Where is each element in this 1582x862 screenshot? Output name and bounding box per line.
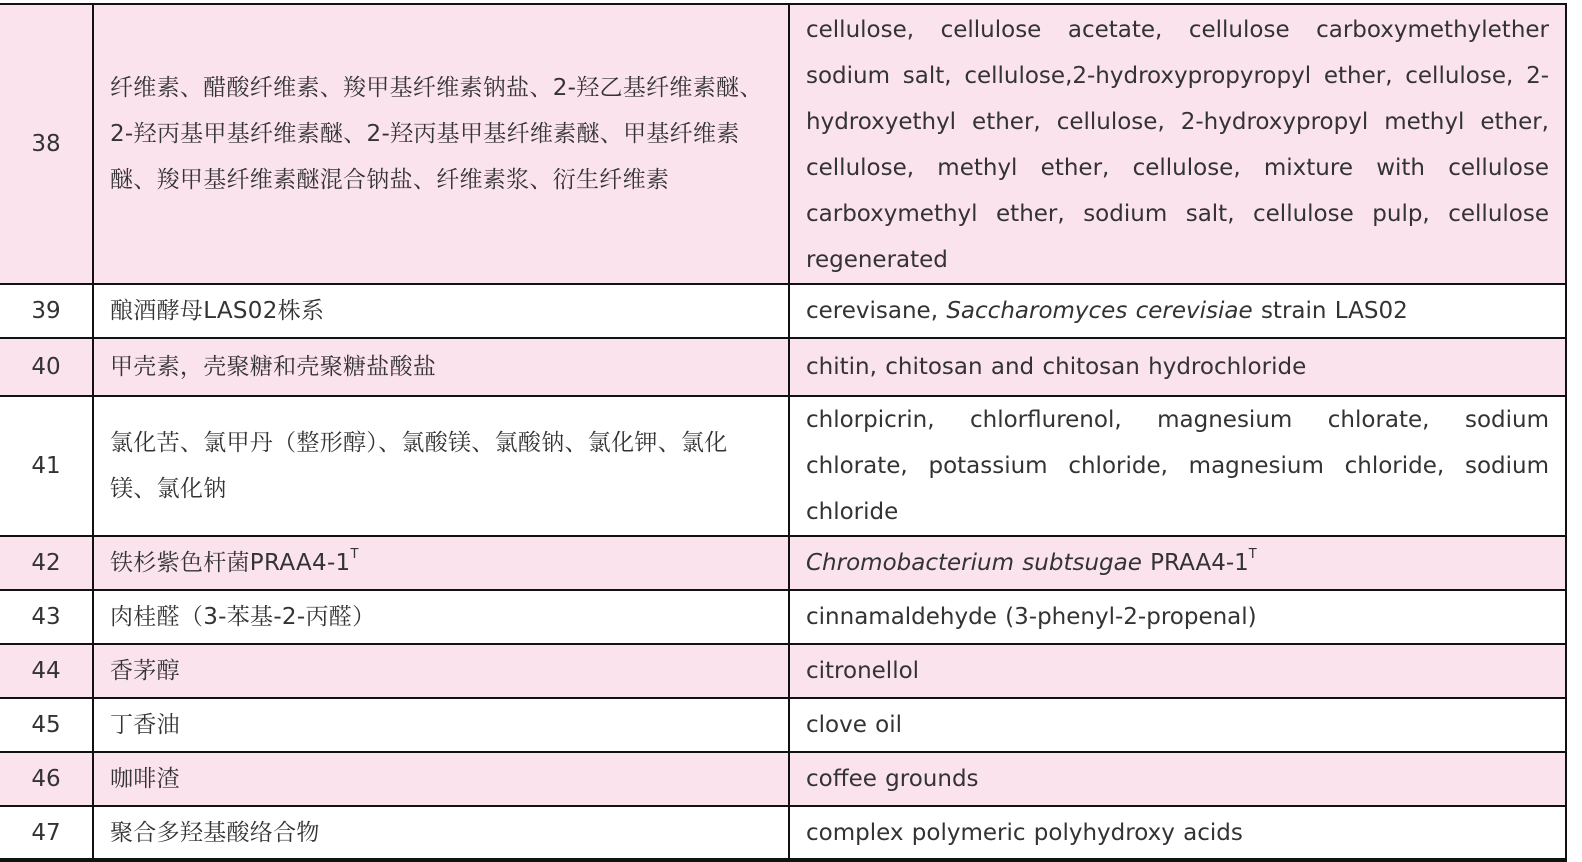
chinese-name: 聚合多羟基酸络合物: [93, 806, 789, 860]
table-row: [0, 698, 1566, 752]
row-number: 46: [0, 752, 93, 806]
row-number: 40: [0, 338, 93, 396]
row-number: 38: [0, 4, 93, 284]
chinese-name: 氯化苦、氯甲丹（整形醇）、氯酸镁、氯酸钠、氯化钾、氯化镁、氯化钠: [93, 396, 789, 536]
chinese-name: 香茅醇: [93, 644, 789, 698]
table-row: [0, 590, 1566, 644]
english-name: chlorpicrin, chlorflurenol, magnesium chlorate, sodium chlorate, potassium chloride, magnesium chloride, sodium chloride: [789, 396, 1566, 536]
species-name: Chromobacterium subtsugae: [806, 550, 1142, 576]
english-name: cellulose, cellulose acetate, cellulose carboxymethylether sodium salt, cellulose,2-hydroxypropyropyl ether, cellulose, 2-hydroxyethyl ether, cellulose, 2-hydroxypropyl methyl ether, cellulose, methyl ether, cellulose, mixture with cellulose carboxymethyl ether, sodium salt, cellulose pulp, cellulose regenerated: [789, 4, 1566, 284]
table-row: [0, 338, 1566, 396]
chinese-name: [93, 536, 789, 590]
chinese-name: 酿酒酵母LAS02株系: [93, 284, 789, 338]
english-name: [789, 284, 1566, 338]
chinese-name-text: 铁杉紫色杆菌PRAA4-1: [110, 550, 351, 576]
chinese-name: 咖啡渣: [93, 752, 789, 806]
row-number: 41: [0, 396, 93, 536]
english-name: coffee grounds: [789, 752, 1566, 806]
chinese-name: 纤维素、醋酸纤维素、羧甲基纤维素钠盐、2-羟乙基纤维素醚、2-羟丙基甲基纤维素醚、2-羟丙基甲基纤维素醚、甲基纤维素醚、羧甲基纤维素醚混合钠盐、纤维素浆、衍生纤维素: [93, 4, 789, 284]
english-name-suffix: PRAA4-1: [1141, 550, 1249, 576]
type-strain-superscript: T: [1248, 547, 1257, 562]
row-number: 42: [0, 536, 93, 590]
table-row: [0, 396, 1566, 536]
row-number: 47: [0, 806, 93, 860]
table-row: [0, 4, 1566, 284]
english-name-prefix: cerevisane,: [806, 298, 947, 324]
table-row: [0, 284, 1566, 338]
english-name: [789, 536, 1566, 590]
row-number: 44: [0, 644, 93, 698]
type-strain-superscript: T: [350, 547, 359, 562]
table-row: [0, 536, 1566, 590]
english-name: citronellol: [789, 644, 1566, 698]
english-name: chitin, chitosan and chitosan hydrochloride: [789, 338, 1566, 396]
english-name: cinnamaldehyde (3-phenyl-2-propenal): [789, 590, 1566, 644]
english-name: complex polymeric polyhydroxy acids: [789, 806, 1566, 860]
row-number: 45: [0, 698, 93, 752]
species-name: Saccharomyces cerevisiae: [946, 298, 1253, 324]
row-number: 43: [0, 590, 93, 644]
chinese-name: 甲壳素，壳聚糖和壳聚糖盐酸盐: [93, 338, 789, 396]
row-number: 39: [0, 284, 93, 338]
table-row: [0, 752, 1566, 806]
table-row: [0, 806, 1566, 860]
chinese-name: 肉桂醛（3-苯基-2-丙醛）: [93, 590, 789, 644]
substance-table: [0, 3, 1567, 862]
table-row: [0, 644, 1566, 698]
english-name-suffix: strain LAS02: [1252, 298, 1408, 324]
chinese-name: 丁香油: [93, 698, 789, 752]
english-name: clove oil: [789, 698, 1566, 752]
